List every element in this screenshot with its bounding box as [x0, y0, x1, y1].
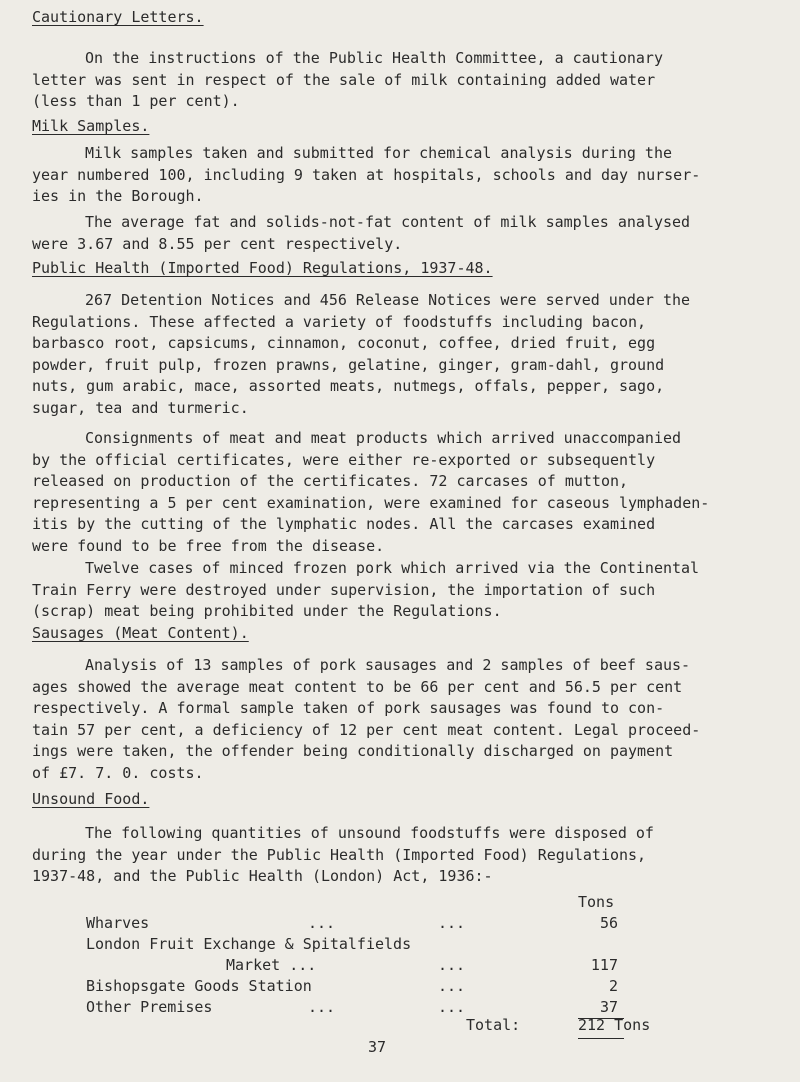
text-line: Analysis of 13 samples of pork sausages and 2 samples of beef saus- — [85, 656, 691, 674]
row-label: London Fruit Exchange & Spitalfields — [86, 935, 412, 953]
row-value: 56 — [599, 914, 618, 932]
paragraph-imported-1 — [32, 290, 768, 419]
leader-dots: ... — [438, 977, 466, 995]
paragraph-sausages — [32, 655, 768, 784]
text-line: were 3.67 and 8.55 per cent respectively. — [32, 234, 403, 253]
leader-dots: ... — [438, 998, 466, 1016]
row-value: 117 — [590, 956, 618, 974]
text-line: sugar, tea and turmeric. — [32, 398, 249, 417]
text-line: barbasco root, capsicums, cinnamon, coconut, coffee, dried fruit, egg — [32, 334, 656, 352]
text-line: letter was sent in respect of the sale of milk containing added water — [32, 70, 656, 89]
text-line: year numbered 100, including 9 taken at hospitals, schools and day nurser- — [32, 165, 701, 184]
leader-dots: ... — [438, 956, 466, 974]
leader-dots: ... — [438, 914, 466, 932]
row-value: 37 — [599, 998, 618, 1016]
text-line: On the instructions of the Public Health Committee, a cautionary — [85, 49, 663, 67]
heading-milk-samples: Milk Samples. — [32, 117, 150, 135]
text-line: powder, fruit pulp, frozen prawns, gelatine, ginger, gram-dahl, ground — [32, 355, 665, 374]
text-line: The average fat and solids-not-fat content of milk samples analysed — [85, 213, 691, 231]
paragraph-imported-2 — [32, 428, 768, 557]
text-line: by the official certificates, were either re-exported or subsequently — [32, 450, 656, 469]
text-line: 267 Detention Notices and 456 Release Notices were served under the — [85, 291, 691, 309]
text-line: 1937-48, and the Public Health (London) Act, 1936:- — [32, 867, 493, 885]
total-label: Total: — [466, 1016, 521, 1034]
row-label-continuation: Market ... — [226, 956, 317, 974]
text-line: itis by the cutting of the lymphatic nodes. All the carcases examined — [32, 515, 656, 533]
heading-sausages: Sausages (Meat Content). — [32, 624, 249, 642]
text-line: Consignments of meat and meat products which arrived unaccompanied — [85, 429, 682, 447]
leader-dots: ... — [308, 998, 336, 1016]
text-line: respectively. A formal sample taken of pork sausages was found to con- — [32, 699, 665, 717]
paragraph-cautionary — [32, 48, 768, 113]
paragraph-imported-3 — [32, 558, 768, 623]
heading-unsound-food: Unsound Food. — [32, 790, 150, 808]
row-label: Wharves — [86, 914, 150, 932]
column-header-tons: Tons — [578, 893, 615, 911]
total-value: 212 Tons — [578, 1016, 651, 1034]
text-line: (scrap) meat being prohibited under the Regulations. — [32, 602, 502, 620]
paragraph-milk-2 — [32, 212, 768, 255]
text-line: ings were taken, the offender being conditionally discharged on payment — [32, 742, 674, 760]
text-line: The following quantities of unsound foodstuffs were disposed of — [85, 824, 654, 842]
paragraph-milk-1 — [32, 143, 768, 208]
row-label: Bishopsgate Goods Station — [86, 977, 312, 995]
text-line: nuts, gum arabic, mace, assorted meats, nutmegs, offals, pepper, sago, — [32, 377, 665, 395]
text-line: released on production of the certificates. 72 carcases of mutton, — [32, 472, 629, 490]
heading-imported-food-regulations: Public Health (Imported Food) Regulations, 1937-48. — [32, 259, 493, 277]
text-line: were found to be free from the disease. — [32, 536, 385, 555]
page-number: 37 — [368, 1038, 387, 1056]
row-label: Other Premises — [86, 998, 213, 1016]
text-line: Train Ferry were destroyed under supervision, the importation of such — [32, 580, 656, 599]
text-line: representing a 5 per cent examination, were examined for caseous lymphaden- — [32, 493, 710, 512]
row-value: 2 — [608, 977, 618, 995]
text-line: during the year under the Public Health (Imported Food) Regulations, — [32, 845, 647, 864]
text-line: Twelve cases of minced frozen pork which arrived via the Continental — [85, 559, 700, 577]
text-line: ies in the Borough. — [32, 187, 204, 205]
text-line: Regulations. These affected a variety of foodstuffs including bacon, — [32, 312, 647, 331]
text-line: (less than 1 per cent). — [32, 92, 240, 110]
text-line: of £7. 7. 0. costs. — [32, 763, 204, 782]
text-line: tain 57 per cent, a deficiency of 12 per cent meat content. Legal proceed- — [32, 720, 701, 739]
total-rule — [578, 1038, 624, 1039]
text-line: Milk samples taken and submitted for chemical analysis during the — [85, 144, 672, 162]
paragraph-unsound — [32, 823, 768, 888]
leader-dots: ... — [308, 914, 336, 932]
heading-cautionary-letters: Cautionary Letters. — [32, 8, 204, 26]
text-line: ages showed the average meat content to be 66 per cent and 56.5 per cent — [32, 677, 683, 696]
